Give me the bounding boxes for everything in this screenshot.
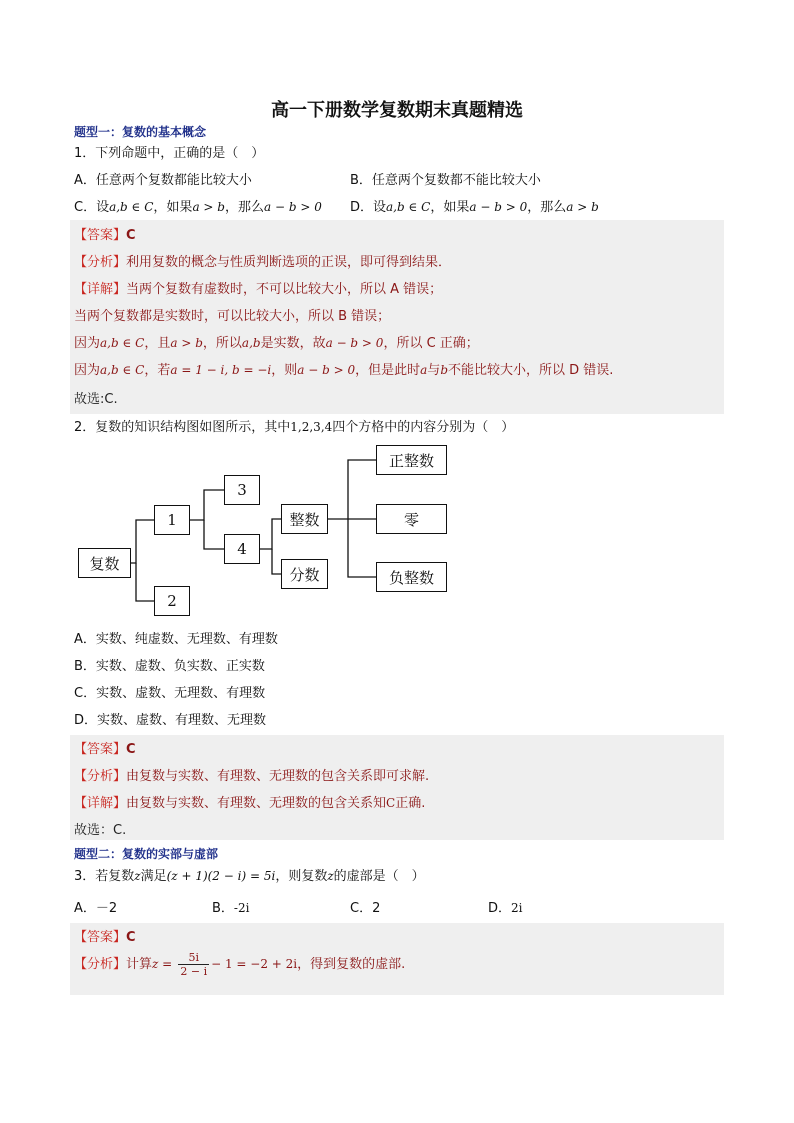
- q3-option-d: D．2i: [488, 901, 523, 916]
- q1-option-c: C．设a,b ∈ C，如果a > b，那么a − b > 0: [74, 200, 322, 215]
- q2-option-b: B．实数、虚数、负实数、正实数: [74, 659, 265, 674]
- box-zhengzhengshu: 正整数: [376, 445, 447, 475]
- q1-analysis: 【分析】利用复数的概念与性质判断选项的正误，即可得到结果．: [74, 255, 452, 270]
- q3-option-c: C．2: [350, 901, 381, 916]
- q3-option-a: A．－2: [74, 901, 118, 916]
- q1-detail-3: 因为a,b ∈ C，且a > b，所以a,b是实数，故a − b > 0，所以 C 正确；: [74, 336, 479, 351]
- box-3: 3: [224, 475, 260, 505]
- box-2: 2: [154, 586, 190, 616]
- q1-detail-1: 【详解】当两个复数有虚数时，不可以比较大小，所以 A 错误；: [74, 282, 443, 297]
- question-1-stem: 1．下列命题中，正确的是（ ）: [74, 146, 265, 161]
- q3-option-b: B．-2i: [212, 901, 250, 916]
- section-heading-2: 题型二：复数的实部与虚部: [74, 847, 219, 861]
- q2-option-c: C．实数、虚数、无理数、有理数: [74, 686, 266, 701]
- fraction: $\frac{5i}{2 - i}$: [180, 951, 208, 978]
- box-4: 4: [224, 534, 260, 564]
- q1-answer: 【答案】C: [74, 228, 136, 243]
- q2-final: 故选：C.: [74, 823, 127, 838]
- q1-detail-2: 当两个复数都是实数时，可以比较大小，所以 B 错误；: [74, 309, 391, 324]
- q3-answer-box: [70, 923, 724, 995]
- q1-option-d: D．设a,b ∈ C，如果a − b > 0，那么a > b: [350, 200, 599, 215]
- q2-detail: 【详解】由复数与实数、有理数、无理数的包含关系知C正确.: [74, 796, 426, 811]
- q2-analysis: 【分析】由复数与实数、有理数、无理数的包含关系即可求解.: [74, 769, 430, 784]
- box-1: 1: [154, 505, 190, 535]
- q2-answer-box: [70, 735, 724, 840]
- section-heading-1: 题型一：复数的基本概念: [74, 125, 207, 139]
- q1-answer-box: [70, 220, 724, 414]
- q1-option-a: A．任意两个复数都能比较大小: [74, 173, 252, 188]
- question-2-stem: 2．复数的知识结构图如图所示，其中1,2,3,4四个方格中的内容分别为（ ）: [74, 420, 515, 435]
- q3-answer: 【答案】C: [74, 930, 136, 945]
- question-3-stem: 3．若复数z满足(z + 1)(2 − i) = 5i，则复数z的虚部是（ ）: [74, 869, 425, 884]
- q1-final: 故选:C.: [74, 392, 118, 407]
- q1-detail-4: 因为a,b ∈ C，若a = 1 − i, b = −i，则a − b > 0，但是此时a与b不能比较大小，所以 D 错误.: [74, 363, 614, 378]
- q2-option-a: A．实数、纯虚数、无理数、有理数: [74, 632, 278, 647]
- q2-answer: 【答案】C: [74, 742, 136, 757]
- q3-analysis: 【分析】计算z = $\frac{5i}{2 - i}$ − 1 = −2 + 2i，得到复数的虚部.: [74, 951, 406, 978]
- box-zhengshu: 整数: [281, 504, 328, 534]
- box-fushu: 复数: [78, 548, 131, 578]
- box-ling: 零: [376, 504, 447, 534]
- box-fenshu: 分数: [281, 559, 328, 589]
- page-title: 高一下册数学复数期末真题精选: [271, 100, 523, 121]
- q1-option-b: B．任意两个复数都不能比较大小: [350, 173, 541, 188]
- box-fuzhengshu: 负整数: [376, 562, 447, 592]
- q2-option-d: D．实数、虚数、有理数、无理数: [74, 713, 267, 728]
